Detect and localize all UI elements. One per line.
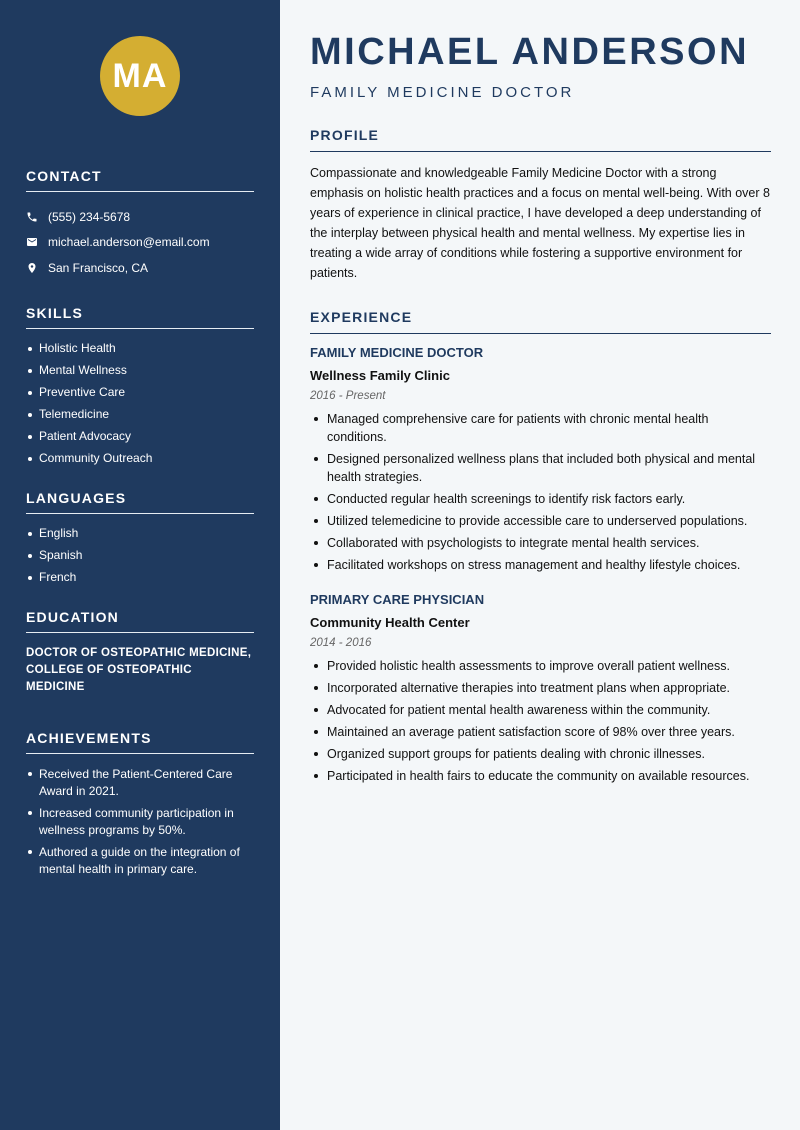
job-dates: 2016 - Present (310, 390, 386, 402)
language-item: English (26, 526, 254, 541)
job-bullet: Advocated for patient mental health awareness within the community. (310, 701, 771, 719)
job-bullets (310, 657, 771, 785)
skill-item: Preventive Care (26, 385, 254, 400)
skills-section (26, 305, 254, 466)
achievement-item: Increased community participation in wellness programs by 50%. (26, 805, 254, 839)
education-section (26, 609, 254, 696)
experience-section (310, 309, 771, 785)
avatar (100, 36, 180, 116)
job-bullets (310, 410, 771, 574)
contact-location (26, 255, 254, 281)
email-text: michael.anderson@email.com (48, 235, 210, 250)
experience-heading: EXPERIENCE (310, 309, 771, 334)
contact-section (26, 168, 254, 281)
profile-heading: PROFILE (310, 127, 771, 152)
achievement-item: Received the Patient-Centered Care Award in 2021. (26, 766, 254, 800)
job-bullet: Organized support groups for patients dealing with chronic illnesses. (310, 745, 771, 763)
skill-item: Mental Wellness (26, 363, 254, 378)
languages-heading: LANGUAGES (26, 490, 254, 514)
education-degree: DOCTOR OF OSTEOPATHIC MEDICINE, (26, 646, 252, 659)
achievement-item: Authored a guide on the integration of mental health in primary care. (26, 844, 254, 878)
profile-text: Compassionate and knowledgeable Family Medicine Doctor with a strong emphasis on holistic health practices and a focus on mental well-being. With over 8 years of experience in clinical practice, I have developed a deep understanding of the interplay between physical health and mental wellness. My expertise lies in treating a wide array of conditions while fostering a supportive environment for patients. (310, 166, 770, 280)
job-bullet: Provided holistic health assessments to improve overall patient wellness. (310, 657, 771, 675)
phone-text: (555) 234-5678 (48, 209, 131, 224)
job-bullet: Collaborated with psychologists to integrate mental health services. (310, 534, 771, 552)
education-heading: EDUCATION (26, 609, 254, 633)
job-company: Community Health Center (310, 615, 470, 630)
language-item: Spanish (26, 548, 254, 563)
contact-heading: CONTACT (26, 168, 254, 192)
achievements-section (26, 730, 254, 878)
candidate-name: MICHAEL ANDERSON (310, 31, 750, 73)
skills-heading: SKILLS (26, 305, 254, 329)
job-bullet: Managed comprehensive care for patients with chronic mental health conditions. (310, 410, 771, 446)
job-bullet: Maintained an average patient satisfaction score of 98% over three years. (310, 723, 771, 741)
email-icon (26, 236, 48, 248)
job-title: PRIMARY CARE PHYSICIAN (310, 592, 485, 607)
language-item: French (26, 570, 254, 585)
job-bullet: Facilitated workshops on stress management and healthy lifestyle choices. (310, 556, 771, 574)
languages-list (26, 526, 254, 585)
job-bullet: Participated in health fairs to educate the community on available resources. (310, 767, 771, 785)
skill-item: Community Outreach (26, 451, 254, 466)
profile-section (310, 127, 771, 283)
job-dates: 2014 - 2016 (310, 637, 372, 649)
job-bullet: Utilized telemedicine to provide accessible care to underserved populations. (310, 512, 771, 530)
job-bullet: Conducted regular health screenings to identify risk factors early. (310, 490, 771, 508)
job-bullet: Incorporated alternative therapies into treatment plans when appropriate. (310, 679, 771, 697)
location-text: San Francisco, CA (48, 260, 149, 275)
main-content (280, 0, 800, 1130)
education-school: COLLEGE OF OSTEOPATHIC MEDICINE (26, 663, 192, 693)
job-entry (310, 592, 771, 785)
avatar-initials: MA (112, 56, 168, 95)
skill-item: Telemedicine (26, 407, 254, 422)
contact-phone (26, 204, 254, 230)
phone-icon (26, 211, 48, 223)
job-entry (310, 345, 771, 574)
location-pin-icon (26, 262, 48, 274)
candidate-title: FAMILY MEDICINE DOCTOR (310, 84, 575, 101)
contact-email (26, 230, 254, 256)
skills-list (26, 341, 254, 466)
job-title: FAMILY MEDICINE DOCTOR (310, 345, 484, 360)
achievements-heading: ACHIEVEMENTS (26, 730, 254, 754)
sidebar (0, 0, 280, 1130)
job-company: Wellness Family Clinic (310, 368, 450, 383)
achievements-list (26, 766, 254, 878)
skill-item: Holistic Health (26, 341, 254, 356)
job-bullet: Designed personalized wellness plans that included both physical and mental health strategies. (310, 450, 771, 486)
languages-section (26, 490, 254, 585)
skill-item: Patient Advocacy (26, 429, 254, 444)
